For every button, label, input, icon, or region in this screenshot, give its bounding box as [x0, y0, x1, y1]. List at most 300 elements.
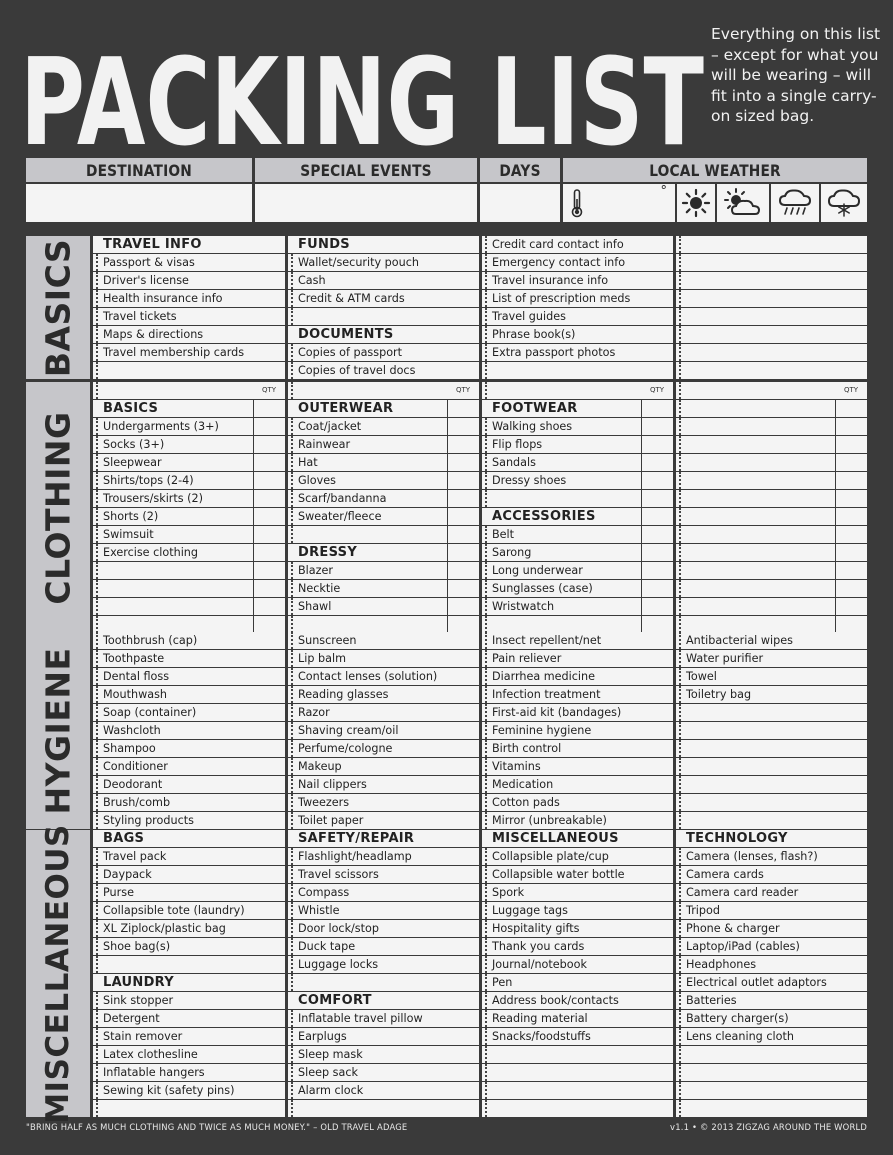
qty-field[interactable]: [835, 454, 867, 471]
list-item[interactable]: [288, 794, 479, 811]
blank-row[interactable]: [676, 776, 867, 793]
checkbox-dots[interactable]: [679, 632, 681, 649]
checkbox-dots[interactable]: [679, 436, 681, 453]
qty-field[interactable]: [641, 400, 673, 417]
checkbox-dots[interactable]: [291, 562, 293, 579]
checkbox-dots[interactable]: [291, 490, 293, 507]
checkbox-dots[interactable]: [679, 382, 681, 399]
qty-field[interactable]: [253, 580, 285, 597]
checkbox-dots[interactable]: [291, 362, 293, 379]
checkbox-dots[interactable]: [485, 758, 487, 775]
blank-row[interactable]: [93, 616, 285, 633]
qty-field[interactable]: [253, 562, 285, 579]
checkbox-dots[interactable]: [96, 938, 98, 955]
checkbox-dots[interactable]: [485, 436, 487, 453]
list-item[interactable]: [93, 722, 285, 739]
rain-option[interactable]: [771, 184, 819, 222]
checkbox-dots[interactable]: [679, 308, 681, 325]
list-item[interactable]: [288, 1064, 479, 1081]
blank-row[interactable]: [676, 254, 867, 271]
checkbox-dots[interactable]: [679, 668, 681, 685]
list-item[interactable]: [288, 1046, 479, 1063]
list-item[interactable]: [93, 992, 285, 1009]
checkbox-dots[interactable]: [485, 866, 487, 883]
list-item[interactable]: [482, 992, 673, 1009]
checkbox-dots[interactable]: [679, 902, 681, 919]
checkbox-dots[interactable]: [485, 776, 487, 793]
list-item[interactable]: [482, 562, 673, 579]
qty-field[interactable]: [641, 616, 673, 633]
blank-row[interactable]: [676, 400, 867, 417]
checkbox-dots[interactable]: [485, 848, 487, 865]
checkbox-dots[interactable]: [96, 884, 98, 901]
checkbox-dots[interactable]: [291, 812, 293, 829]
qty-field[interactable]: [253, 400, 285, 417]
blank-row[interactable]: [288, 974, 479, 991]
list-item[interactable]: [676, 650, 867, 667]
checkbox-dots[interactable]: [96, 508, 98, 525]
checkbox-dots[interactable]: [291, 382, 293, 399]
list-item[interactable]: [676, 1028, 867, 1045]
blank-row[interactable]: [676, 436, 867, 453]
checkbox-dots[interactable]: [291, 1064, 293, 1081]
snow-option[interactable]: [821, 184, 867, 222]
blank-row[interactable]: [676, 758, 867, 775]
blank-row[interactable]: [93, 382, 285, 399]
blank-row[interactable]: [676, 290, 867, 307]
checkbox-dots[interactable]: [485, 562, 487, 579]
list-item[interactable]: [482, 794, 673, 811]
list-item[interactable]: [93, 490, 285, 507]
list-item[interactable]: [482, 812, 673, 829]
qty-field[interactable]: [447, 472, 479, 489]
list-item[interactable]: [93, 812, 285, 829]
checkbox-dots[interactable]: [291, 616, 293, 633]
checkbox-dots[interactable]: [96, 272, 98, 289]
blank-row[interactable]: [93, 1100, 285, 1117]
checkbox-dots[interactable]: [485, 902, 487, 919]
checkbox-dots[interactable]: [291, 974, 293, 991]
checkbox-dots[interactable]: [485, 884, 487, 901]
blank-row[interactable]: [482, 362, 673, 379]
blank-row[interactable]: [482, 616, 673, 633]
checkbox-dots[interactable]: [485, 1100, 487, 1117]
list-item[interactable]: [676, 956, 867, 973]
checkbox-dots[interactable]: [485, 362, 487, 379]
checkbox-dots[interactable]: [679, 1028, 681, 1045]
checkbox-dots[interactable]: [291, 866, 293, 883]
blank-row[interactable]: [482, 490, 673, 507]
checkbox-dots[interactable]: [485, 668, 487, 685]
checkbox-dots[interactable]: [485, 812, 487, 829]
qty-field[interactable]: [447, 454, 479, 471]
list-item[interactable]: [482, 254, 673, 271]
list-item[interactable]: [93, 938, 285, 955]
list-item[interactable]: [482, 668, 673, 685]
list-item[interactable]: [482, 740, 673, 757]
list-item[interactable]: [676, 902, 867, 919]
list-item[interactable]: [482, 344, 673, 361]
list-item[interactable]: [93, 758, 285, 775]
partly-cloudy-option[interactable]: [717, 184, 769, 222]
checkbox-dots[interactable]: [679, 740, 681, 757]
checkbox-dots[interactable]: [96, 562, 98, 579]
qty-field[interactable]: [641, 436, 673, 453]
blank-row[interactable]: [676, 508, 867, 525]
list-item[interactable]: [482, 1028, 673, 1045]
blank-row[interactable]: [288, 1100, 479, 1117]
list-item[interactable]: [288, 454, 479, 471]
qty-field[interactable]: [447, 580, 479, 597]
checkbox-dots[interactable]: [679, 508, 681, 525]
list-item[interactable]: [288, 740, 479, 757]
list-item[interactable]: [482, 902, 673, 919]
list-item[interactable]: [482, 580, 673, 597]
blank-row[interactable]: [288, 308, 479, 325]
blank-row[interactable]: [676, 1082, 867, 1099]
list-item[interactable]: [482, 436, 673, 453]
qty-field[interactable]: [253, 436, 285, 453]
checkbox-dots[interactable]: [291, 668, 293, 685]
blank-row[interactable]: [676, 598, 867, 615]
checkbox-dots[interactable]: [291, 740, 293, 757]
checkbox-dots[interactable]: [679, 616, 681, 633]
list-item[interactable]: [93, 794, 285, 811]
list-item[interactable]: [93, 632, 285, 649]
blank-row[interactable]: [676, 722, 867, 739]
checkbox-dots[interactable]: [96, 758, 98, 775]
checkbox-dots[interactable]: [485, 418, 487, 435]
list-item[interactable]: [93, 1010, 285, 1027]
checkbox-dots[interactable]: [96, 1064, 98, 1081]
checkbox-dots[interactable]: [96, 848, 98, 865]
list-item[interactable]: [482, 326, 673, 343]
blank-row[interactable]: [482, 1100, 673, 1117]
qty-field[interactable]: [253, 490, 285, 507]
list-item[interactable]: [93, 884, 285, 901]
list-item[interactable]: [482, 526, 673, 543]
checkbox-dots[interactable]: [679, 254, 681, 271]
checkbox-dots[interactable]: [485, 632, 487, 649]
checkbox-dots[interactable]: [485, 254, 487, 271]
checkbox-dots[interactable]: [96, 544, 98, 561]
list-item[interactable]: [288, 650, 479, 667]
checkbox-dots[interactable]: [679, 290, 681, 307]
qty-field[interactable]: [253, 598, 285, 615]
checkbox-dots[interactable]: [96, 866, 98, 883]
list-item[interactable]: [482, 686, 673, 703]
checkbox-dots[interactable]: [485, 544, 487, 561]
list-item[interactable]: [288, 290, 479, 307]
sunny-option[interactable]: [677, 184, 715, 222]
checkbox-dots[interactable]: [96, 308, 98, 325]
list-item[interactable]: [93, 308, 285, 325]
list-item[interactable]: [288, 1082, 479, 1099]
list-item[interactable]: [288, 344, 479, 361]
list-item[interactable]: [93, 290, 285, 307]
checkbox-dots[interactable]: [96, 454, 98, 471]
list-item[interactable]: [93, 472, 285, 489]
checkbox-dots[interactable]: [679, 344, 681, 361]
checkbox-dots[interactable]: [679, 812, 681, 829]
blank-row[interactable]: [676, 580, 867, 597]
qty-field[interactable]: [447, 526, 479, 543]
qty-field[interactable]: [641, 508, 673, 525]
checkbox-dots[interactable]: [679, 526, 681, 543]
blank-row[interactable]: [93, 362, 285, 379]
list-item[interactable]: [93, 1082, 285, 1099]
checkbox-dots[interactable]: [96, 956, 98, 973]
checkbox-dots[interactable]: [485, 920, 487, 937]
checkbox-dots[interactable]: [96, 616, 98, 633]
list-item[interactable]: [93, 526, 285, 543]
qty-field[interactable]: [447, 616, 479, 633]
checkbox-dots[interactable]: [96, 740, 98, 757]
list-item[interactable]: [288, 362, 479, 379]
checkbox-dots[interactable]: [485, 650, 487, 667]
checkbox-dots[interactable]: [291, 344, 293, 361]
checkbox-dots[interactable]: [96, 992, 98, 1009]
checkbox-dots[interactable]: [679, 418, 681, 435]
checkbox-dots[interactable]: [291, 650, 293, 667]
checkbox-dots[interactable]: [96, 382, 98, 399]
list-item[interactable]: [93, 272, 285, 289]
checkbox-dots[interactable]: [679, 758, 681, 775]
qty-field[interactable]: [253, 508, 285, 525]
checkbox-dots[interactable]: [679, 544, 681, 561]
checkbox-dots[interactable]: [485, 272, 487, 289]
checkbox-dots[interactable]: [291, 722, 293, 739]
checkbox-dots[interactable]: [485, 236, 487, 253]
qty-field[interactable]: [253, 454, 285, 471]
checkbox-dots[interactable]: [291, 686, 293, 703]
qty-field[interactable]: [835, 616, 867, 633]
qty-field[interactable]: [835, 508, 867, 525]
list-item[interactable]: [93, 544, 285, 561]
blank-row[interactable]: [676, 490, 867, 507]
blank-row[interactable]: [93, 956, 285, 973]
list-item[interactable]: [676, 884, 867, 901]
list-item[interactable]: [93, 704, 285, 721]
qty-field[interactable]: [447, 436, 479, 453]
list-item[interactable]: [482, 920, 673, 937]
checkbox-dots[interactable]: [485, 722, 487, 739]
blank-row[interactable]: [676, 562, 867, 579]
list-item[interactable]: [93, 454, 285, 471]
qty-field[interactable]: [835, 544, 867, 561]
list-item[interactable]: [93, 650, 285, 667]
checkbox-dots[interactable]: [96, 794, 98, 811]
checkbox-dots[interactable]: [96, 1028, 98, 1045]
list-item[interactable]: [288, 686, 479, 703]
checkbox-dots[interactable]: [291, 920, 293, 937]
checkbox-dots[interactable]: [291, 704, 293, 721]
qty-field[interactable]: [835, 472, 867, 489]
checkbox-dots[interactable]: [485, 382, 487, 399]
qty-field[interactable]: [641, 454, 673, 471]
list-item[interactable]: [482, 866, 673, 883]
list-item[interactable]: [288, 472, 479, 489]
list-item[interactable]: [482, 884, 673, 901]
qty-field[interactable]: [835, 490, 867, 507]
checkbox-dots[interactable]: [96, 418, 98, 435]
list-item[interactable]: [288, 812, 479, 829]
list-item[interactable]: [482, 650, 673, 667]
checkbox-dots[interactable]: [291, 1028, 293, 1045]
list-item[interactable]: [482, 1010, 673, 1027]
blank-row[interactable]: [482, 1064, 673, 1081]
list-item[interactable]: [288, 722, 479, 739]
blank-row[interactable]: [482, 1082, 673, 1099]
checkbox-dots[interactable]: [291, 254, 293, 271]
blank-row[interactable]: [676, 382, 867, 399]
checkbox-dots[interactable]: [96, 812, 98, 829]
checkbox-dots[interactable]: [679, 1046, 681, 1063]
checkbox-dots[interactable]: [679, 938, 681, 955]
checkbox-dots[interactable]: [96, 650, 98, 667]
list-item[interactable]: [93, 902, 285, 919]
checkbox-dots[interactable]: [485, 1046, 487, 1063]
qty-field[interactable]: [253, 526, 285, 543]
checkbox-dots[interactable]: [485, 344, 487, 361]
blank-row[interactable]: [676, 544, 867, 561]
list-item[interactable]: [93, 344, 285, 361]
checkbox-dots[interactable]: [679, 362, 681, 379]
checkbox-dots[interactable]: [96, 526, 98, 543]
checkbox-dots[interactable]: [485, 1064, 487, 1081]
list-item[interactable]: [288, 938, 479, 955]
checkbox-dots[interactable]: [291, 272, 293, 289]
list-item[interactable]: [676, 974, 867, 991]
checkbox-dots[interactable]: [96, 1100, 98, 1117]
qty-field[interactable]: [641, 472, 673, 489]
list-item[interactable]: [288, 1028, 479, 1045]
list-item[interactable]: [482, 938, 673, 955]
checkbox-dots[interactable]: [679, 326, 681, 343]
qty-field[interactable]: [253, 616, 285, 633]
checkbox-dots[interactable]: [485, 490, 487, 507]
checkbox-dots[interactable]: [679, 562, 681, 579]
checkbox-dots[interactable]: [485, 454, 487, 471]
qty-field[interactable]: [835, 598, 867, 615]
checkbox-dots[interactable]: [96, 580, 98, 597]
qty-field[interactable]: [253, 418, 285, 435]
checkbox-dots[interactable]: [679, 1064, 681, 1081]
checkbox-dots[interactable]: [679, 722, 681, 739]
list-item[interactable]: [288, 866, 479, 883]
qty-field[interactable]: [253, 472, 285, 489]
checkbox-dots[interactable]: [679, 272, 681, 289]
qty-field[interactable]: [641, 598, 673, 615]
list-item[interactable]: [93, 1064, 285, 1081]
checkbox-dots[interactable]: [485, 308, 487, 325]
checkbox-dots[interactable]: [679, 1082, 681, 1099]
qty-field[interactable]: [253, 544, 285, 561]
qty-field[interactable]: [835, 580, 867, 597]
checkbox-dots[interactable]: [679, 1100, 681, 1117]
qty-field[interactable]: [641, 544, 673, 561]
blank-row[interactable]: [676, 1046, 867, 1063]
checkbox-dots[interactable]: [291, 454, 293, 471]
list-item[interactable]: [482, 272, 673, 289]
checkbox-dots[interactable]: [96, 1046, 98, 1063]
checkbox-dots[interactable]: [291, 526, 293, 543]
list-item[interactable]: [93, 848, 285, 865]
checkbox-dots[interactable]: [679, 686, 681, 703]
checkbox-dots[interactable]: [679, 974, 681, 991]
list-item[interactable]: [93, 1028, 285, 1045]
checkbox-dots[interactable]: [96, 490, 98, 507]
qty-field[interactable]: [447, 544, 479, 561]
blank-row[interactable]: [482, 1046, 673, 1063]
list-item[interactable]: [288, 632, 479, 649]
blank-row[interactable]: [676, 308, 867, 325]
list-item[interactable]: [288, 884, 479, 901]
checkbox-dots[interactable]: [291, 902, 293, 919]
blank-row[interactable]: [676, 1100, 867, 1117]
checkbox-dots[interactable]: [96, 686, 98, 703]
list-item[interactable]: [288, 920, 479, 937]
checkbox-dots[interactable]: [485, 974, 487, 991]
blank-row[interactable]: [676, 1064, 867, 1081]
list-item[interactable]: [288, 758, 479, 775]
special-events-field[interactable]: [255, 184, 477, 222]
qty-field[interactable]: [641, 526, 673, 543]
checkbox-dots[interactable]: [679, 400, 681, 417]
list-item[interactable]: [288, 490, 479, 507]
list-item[interactable]: [93, 740, 285, 757]
checkbox-dots[interactable]: [679, 776, 681, 793]
list-item[interactable]: [288, 254, 479, 271]
checkbox-dots[interactable]: [679, 794, 681, 811]
checkbox-dots[interactable]: [291, 884, 293, 901]
blank-row[interactable]: [676, 362, 867, 379]
qty-field[interactable]: [835, 436, 867, 453]
checkbox-dots[interactable]: [485, 1082, 487, 1099]
checkbox-dots[interactable]: [96, 254, 98, 271]
qty-field[interactable]: [835, 526, 867, 543]
checkbox-dots[interactable]: [96, 1082, 98, 1099]
checkbox-dots[interactable]: [96, 902, 98, 919]
checkbox-dots[interactable]: [485, 1028, 487, 1045]
checkbox-dots[interactable]: [96, 920, 98, 937]
list-item[interactable]: [288, 598, 479, 615]
list-item[interactable]: [93, 920, 285, 937]
checkbox-dots[interactable]: [679, 580, 681, 597]
blank-row[interactable]: [676, 616, 867, 633]
checkbox-dots[interactable]: [485, 290, 487, 307]
checkbox-dots[interactable]: [679, 454, 681, 471]
list-item[interactable]: [482, 290, 673, 307]
list-item[interactable]: [676, 992, 867, 1009]
checkbox-dots[interactable]: [485, 938, 487, 955]
list-item[interactable]: [288, 956, 479, 973]
qty-field[interactable]: [447, 400, 479, 417]
checkbox-dots[interactable]: [96, 598, 98, 615]
checkbox-dots[interactable]: [291, 758, 293, 775]
blank-row[interactable]: [676, 794, 867, 811]
list-item[interactable]: [288, 562, 479, 579]
qty-field[interactable]: [447, 418, 479, 435]
blank-row[interactable]: [676, 704, 867, 721]
checkbox-dots[interactable]: [679, 472, 681, 489]
checkbox-dots[interactable]: [485, 326, 487, 343]
checkbox-dots[interactable]: [96, 436, 98, 453]
list-item[interactable]: [482, 974, 673, 991]
checkbox-dots[interactable]: [679, 490, 681, 507]
checkbox-dots[interactable]: [485, 616, 487, 633]
checkbox-dots[interactable]: [96, 290, 98, 307]
